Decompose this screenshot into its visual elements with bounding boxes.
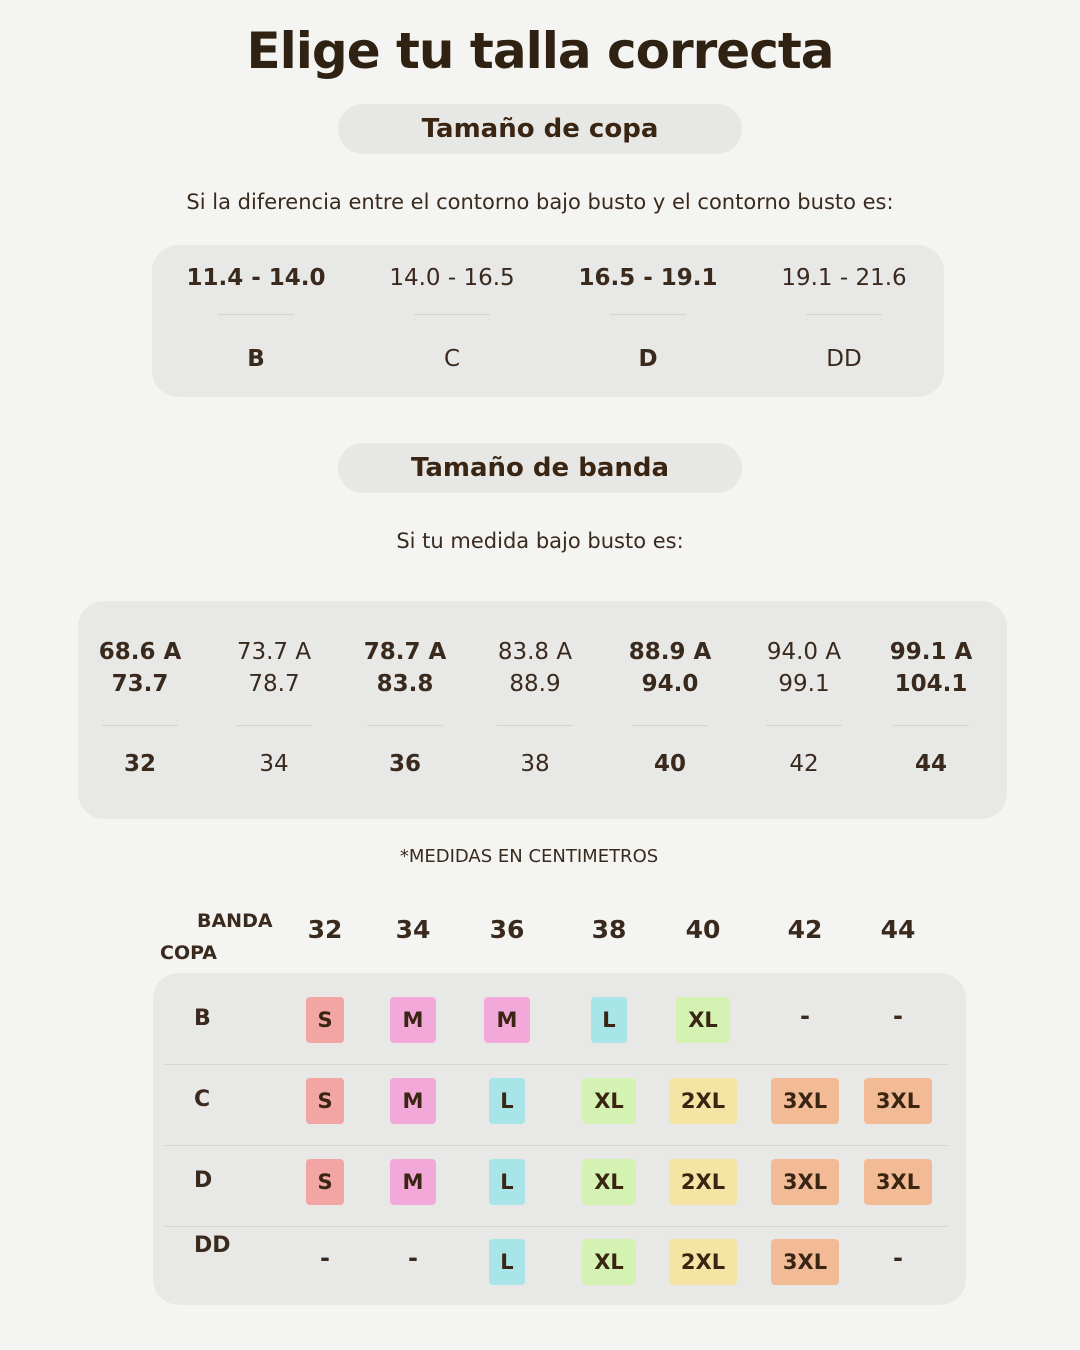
band-divider — [236, 725, 312, 726]
cup-row-label: DD — [194, 1233, 231, 1258]
size-badge: L — [591, 997, 627, 1043]
size-empty: - — [800, 1002, 810, 1030]
cup-row-label: C — [194, 1087, 211, 1112]
band-header: 44 — [880, 915, 916, 944]
band-range-to: 83.8 — [376, 671, 434, 697]
band-divider — [102, 725, 178, 726]
size-table-card — [153, 973, 966, 1305]
size-badge: 3XL — [864, 1159, 932, 1205]
cup-range: 16.5 - 19.1 — [578, 265, 718, 291]
cup-size-intro: Si la diferencia entre el contorno bajo busto y el contorno busto es: — [186, 190, 894, 214]
band-number: 38 — [520, 751, 550, 777]
size-empty: - — [320, 1244, 330, 1272]
cup-row-label: B — [194, 1006, 211, 1031]
band-range-from: 94.0 A — [766, 639, 842, 665]
band-axis-label: BANDA — [197, 910, 273, 932]
size-badge: XL — [676, 997, 730, 1043]
size-badge: 3XL — [771, 1078, 839, 1124]
size-badge: XL — [582, 1078, 636, 1124]
size-badge: 3XL — [771, 1159, 839, 1205]
units-note: *MEDIDAS EN CENTIMETROS — [399, 846, 659, 867]
band-divider — [497, 725, 573, 726]
size-badge: S — [306, 1159, 344, 1205]
band-divider — [766, 725, 842, 726]
cup-letter: C — [443, 346, 461, 372]
size-badge: M — [390, 997, 436, 1043]
size-empty: - — [893, 1244, 903, 1272]
band-header: 40 — [685, 915, 721, 944]
band-range-to: 94.0 — [641, 671, 699, 697]
size-badge: 3XL — [864, 1078, 932, 1124]
band-size-intro: Si tu medida bajo busto es: — [396, 529, 684, 553]
size-badge: 2XL — [669, 1078, 737, 1124]
band-range-from: 88.9 A — [628, 639, 712, 665]
cup-size-card — [152, 245, 944, 397]
size-badge: L — [489, 1078, 525, 1124]
band-range-to: 104.1 — [894, 671, 968, 697]
band-size-heading: Tamaño de banda — [338, 443, 742, 493]
size-badge: M — [390, 1159, 436, 1205]
band-range-from: 99.1 A — [889, 639, 973, 665]
cup-range: 11.4 - 14.0 — [186, 265, 326, 291]
band-header: 38 — [591, 915, 627, 944]
band-range-to: 99.1 — [778, 671, 830, 697]
band-range-from: 78.7 A — [363, 639, 447, 665]
cup-divider — [610, 314, 686, 315]
page-title: Elige tu talla correcta — [246, 22, 834, 80]
size-badge: S — [306, 1078, 344, 1124]
band-header: 32 — [307, 915, 343, 944]
band-range-to: 73.7 — [111, 671, 169, 697]
size-badge: 2XL — [669, 1239, 737, 1285]
size-badge: XL — [582, 1239, 636, 1285]
cup-divider — [806, 314, 882, 315]
band-number: 32 — [123, 751, 156, 777]
size-badge: 2XL — [669, 1159, 737, 1205]
band-range-from: 83.8 A — [497, 639, 573, 665]
cup-row-label: D — [194, 1168, 213, 1193]
band-number: 44 — [914, 751, 947, 777]
band-divider — [893, 725, 969, 726]
cup-letter: D — [638, 346, 658, 372]
band-divider — [367, 725, 443, 726]
size-badge: XL — [582, 1159, 636, 1205]
band-range-from: 68.6 A — [98, 639, 182, 665]
size-badge: 3XL — [771, 1239, 839, 1285]
cup-range: 14.0 - 16.5 — [389, 265, 515, 291]
cup-size-heading: Tamaño de copa — [338, 104, 742, 154]
band-size-card — [78, 601, 1007, 819]
cup-range: 19.1 - 21.6 — [781, 265, 907, 291]
band-number: 36 — [388, 751, 421, 777]
size-badge: M — [390, 1078, 436, 1124]
size-empty: - — [893, 1002, 903, 1030]
size-empty: - — [408, 1244, 418, 1272]
band-range-to: 88.9 — [509, 671, 561, 697]
band-number: 42 — [789, 751, 819, 777]
band-range-to: 78.7 — [248, 671, 300, 697]
row-divider — [164, 1145, 948, 1146]
band-header: 34 — [395, 915, 431, 944]
band-range-from: 73.7 A — [236, 639, 312, 665]
size-badge: S — [306, 997, 344, 1043]
band-header: 42 — [787, 915, 823, 944]
size-badge: M — [484, 997, 530, 1043]
cup-divider — [218, 314, 294, 315]
cup-divider — [414, 314, 490, 315]
band-number: 40 — [653, 751, 686, 777]
cup-letter: DD — [826, 346, 862, 372]
band-number: 34 — [259, 751, 289, 777]
size-badge: L — [489, 1239, 525, 1285]
size-badge: L — [489, 1159, 525, 1205]
row-divider — [164, 1226, 948, 1227]
cup-letter: B — [247, 346, 265, 372]
row-divider — [164, 1064, 948, 1065]
cup-axis-label: COPA — [160, 942, 217, 964]
band-divider — [632, 725, 708, 726]
band-header: 36 — [489, 915, 525, 944]
